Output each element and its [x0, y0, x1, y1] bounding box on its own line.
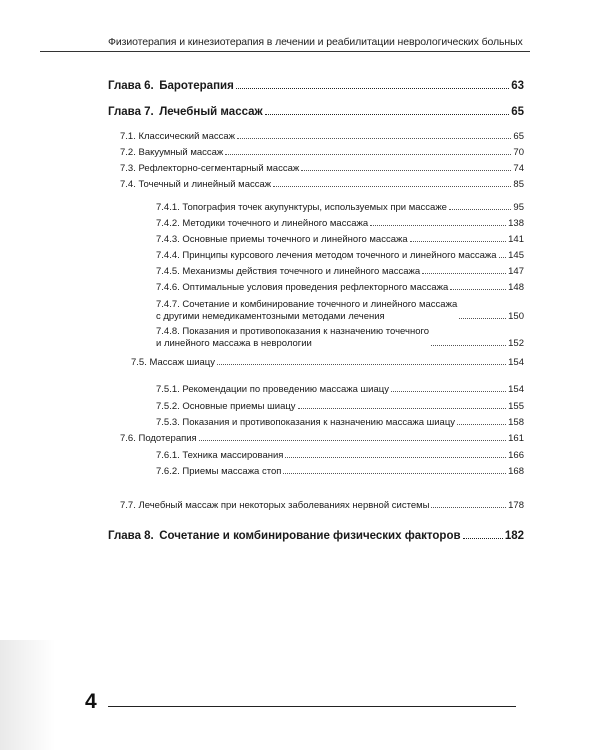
toc-subsection-7-4-3[interactable]: 7.4.3. Основные приемы точечного и линейного массажа 141: [156, 234, 524, 245]
toc-chapter-6[interactable]: [108, 80, 524, 92]
toc-page-number: 65: [511, 106, 524, 118]
toc-leader: [431, 507, 506, 508]
toc-subsection-7-5-2[interactable]: 7.5.2. Основные приемы шиацу 155: [156, 401, 524, 412]
running-header: Физиотерапия и кинезиотерапия в лечении и реабилитации неврологических больных: [108, 36, 523, 48]
toc-leader: [422, 273, 506, 274]
toc-leader: [298, 408, 507, 409]
toc-leader: [431, 345, 506, 346]
toc-chapter-label: Глава 7. Лечебный массаж: [108, 106, 263, 118]
toc-page-number: 63: [511, 80, 524, 92]
toc-section-7-2[interactable]: 7.2. Вакуумный массаж 70: [120, 147, 524, 158]
toc-leader: [370, 225, 506, 226]
toc-leader: [199, 440, 506, 441]
toc-subsection-7-4-4[interactable]: 7.4.4. Принципы курсового лечения методом точечного и линейного массажа 145: [156, 250, 524, 261]
toc-leader: [463, 538, 503, 539]
toc-leader: [237, 138, 511, 139]
toc-subsection-7-4-1[interactable]: 7.4.1. Топография точек акупунктуры, используемых при массаже 95: [156, 202, 524, 213]
toc-chapter-label: Глава 6. Баротерапия: [108, 80, 234, 92]
toc-subsection-7-4-8[interactable]: 7.4.8. Показания и противопоказания к назначению точечного и линейного массажа в неврологии 152: [156, 326, 524, 349]
header-rule: [40, 51, 530, 52]
toc-leader: [459, 318, 506, 319]
toc-subsection-7-6-1[interactable]: 7.6.1. Техника массирования 166: [156, 450, 524, 461]
toc-section-7-3[interactable]: 7.3. Рефлекторно-сегментарный массаж 74: [120, 163, 524, 174]
page-number: 4: [85, 690, 97, 713]
toc-leader: [301, 170, 511, 171]
toc-leader: [225, 154, 511, 155]
toc-section-7-7[interactable]: 7.7. Лечебный массаж при некоторых заболеваниях нервной системы 178: [120, 500, 524, 511]
toc-page-number: 182: [504, 530, 524, 542]
toc-leader: [410, 241, 507, 242]
toc-leader: [499, 257, 507, 258]
toc-leader: [217, 364, 506, 365]
footer-rule: [108, 706, 516, 707]
toc-section-7-1[interactable]: 7.1. Классический массаж 65: [120, 131, 524, 142]
toc-section-7-5[interactable]: 7.5. Массаж шиацу 154: [131, 357, 524, 368]
toc-leader: [457, 424, 506, 425]
toc-leader: [450, 289, 506, 290]
page-edge-shade: [0, 640, 55, 750]
toc-subsection-7-4-2[interactable]: 7.4.2. Методики точечного и линейного массажа 138: [156, 218, 524, 229]
toc-subsection-7-4-6[interactable]: 7.4.6. Оптимальные условия проведения рефлекторного массажа 148: [156, 282, 524, 293]
toc-subsection-7-5-1[interactable]: 7.5.1. Рекомендации по проведению массажа шиацу 154: [156, 384, 524, 395]
toc-subsection-7-4-7[interactable]: 7.4.7. Сочетание и комбинирование точечного и линейного массажа с другими немедикаментозными методами лечения 150: [156, 299, 524, 322]
toc-section-7-6[interactable]: 7.6. Подотерапия 161: [120, 433, 524, 444]
toc-section-7-4[interactable]: 7.4. Точечный и линейный массаж 85: [120, 179, 524, 190]
toc-subsection-7-5-3[interactable]: 7.5.3. Показания и противопоказания к назначению массажа шиацу 158: [156, 417, 524, 428]
toc-leader: [283, 473, 506, 474]
toc-chapter-8[interactable]: [108, 530, 524, 542]
toc-leader: [265, 114, 510, 115]
toc-chapter-7[interactable]: [108, 106, 524, 118]
toc-leader: [391, 391, 506, 392]
toc-chapter-label: Глава 8. Сочетание и комбинирование физических факторов: [108, 530, 461, 542]
toc-leader: [449, 209, 511, 210]
toc-subsection-7-6-2[interactable]: 7.6.2. Приемы массажа стоп 168: [156, 466, 524, 477]
toc-leader: [273, 186, 511, 187]
toc-leader: [236, 88, 509, 89]
toc-subsection-7-4-5[interactable]: 7.4.5. Механизмы действия точечного и линейного массажа 147: [156, 266, 524, 277]
toc-leader: [285, 457, 506, 458]
